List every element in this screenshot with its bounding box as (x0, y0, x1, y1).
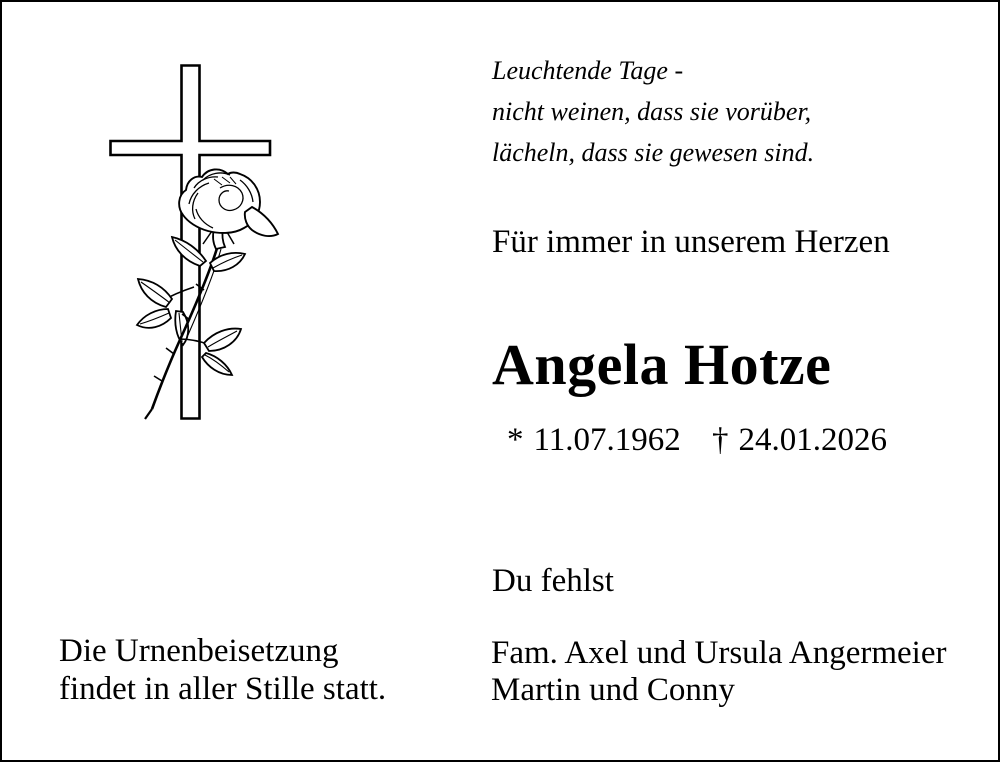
verse-line: lächeln, dass sie gewesen sind. (492, 138, 815, 167)
mourners-line: Fam. Axel und Ursula Angermeier (491, 635, 947, 671)
death-cross-symbol: † (712, 422, 729, 458)
birth-star-symbol: * (507, 422, 524, 458)
farewell-line: Du fehlst (492, 563, 614, 599)
verse-line: nicht weinen, dass sie vorüber, (492, 97, 812, 126)
dates-row (2, 422, 1000, 466)
funeral-note-line: findet in aller Stille statt. (59, 671, 387, 707)
mourners (491, 635, 947, 709)
verse (492, 50, 814, 173)
death-date-value: 24.01.2026 (738, 422, 887, 458)
funeral-note-line: Die Urnenbeisetzung (59, 633, 339, 669)
deceased-name: Angela Hotze (492, 332, 832, 397)
cross-with-rose-icon (82, 47, 302, 437)
death-date (712, 422, 887, 459)
birth-date (507, 422, 681, 459)
mourners-line: Martin und Conny (491, 672, 735, 708)
dedication-line: Für immer in unserem Herzen (492, 224, 890, 260)
funeral-note (59, 632, 386, 708)
birth-date-value: 11.07.1962 (533, 422, 681, 458)
verse-line: Leuchtende Tage - (492, 56, 684, 85)
